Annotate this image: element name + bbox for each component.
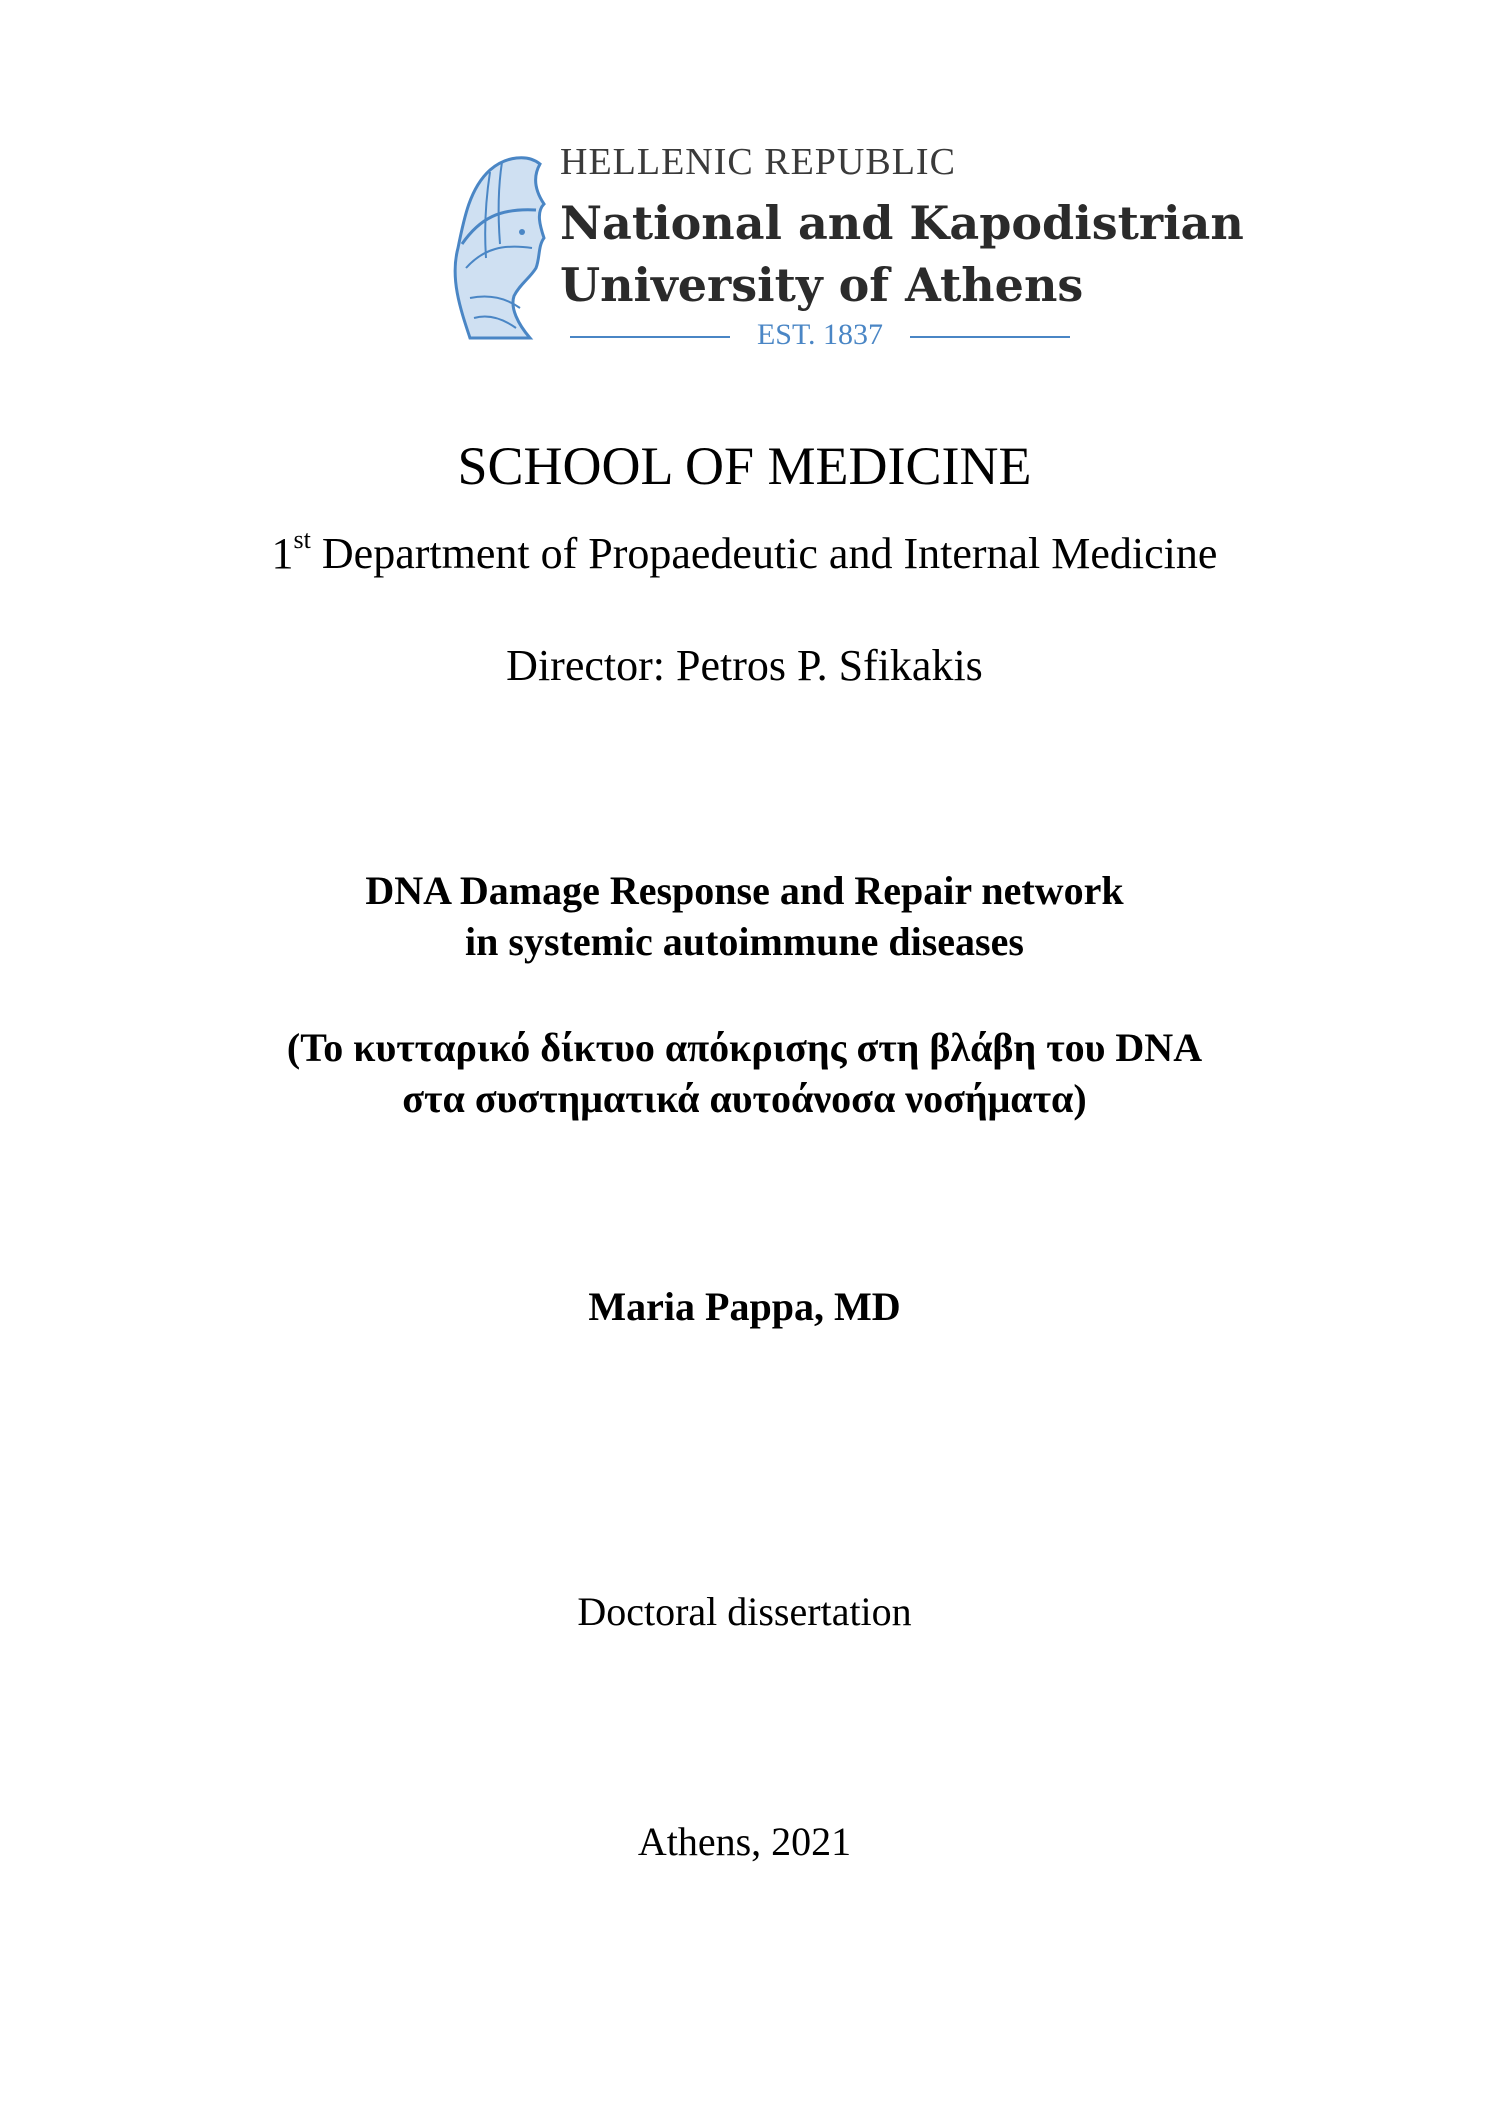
place-and-date: Athens, 2021	[637, 1819, 852, 1864]
thesis-title-greek-line2: στα συστηματικά αυτοάνοσα νοσήματα)	[402, 1076, 1087, 1121]
logo-established	[570, 318, 1070, 354]
athena-head-icon	[440, 148, 550, 348]
thesis-title-english-line1: DNA Damage Response and Repair network	[365, 868, 1124, 913]
logo-university-line1: National and Kapodistrian	[560, 196, 1244, 250]
logo-university-line2: University of Athens	[560, 258, 1084, 312]
logo-country-text: HELLENIC REPUBLIC	[560, 141, 956, 183]
school-title: SCHOOL OF MEDICINE	[457, 436, 1032, 496]
logo-rule-right	[910, 336, 1070, 338]
department-name: Department of Propaedeutic and Internal Medicine	[310, 529, 1218, 578]
department-title	[0, 525, 1489, 579]
logo-established-text: EST. 1837	[756, 318, 884, 351]
thesis-title-english-line2: in systemic autoimmune diseases	[465, 919, 1024, 964]
document-type: Doctoral dissertation	[577, 1589, 912, 1634]
thesis-title-greek-line1: (Το κυτταρικό δίκτυο απόκρισης στη βλάβη του DNA	[286, 1025, 1203, 1070]
department-ordinal: 1	[271, 529, 294, 578]
department-ordinal-suffix: st	[293, 525, 311, 554]
logo-rule-left	[570, 336, 730, 338]
author-name: Maria Pappa, MD	[588, 1284, 901, 1329]
university-logo	[440, 140, 1244, 360]
director-line: Director: Petros P. Sfikakis	[506, 641, 983, 690]
